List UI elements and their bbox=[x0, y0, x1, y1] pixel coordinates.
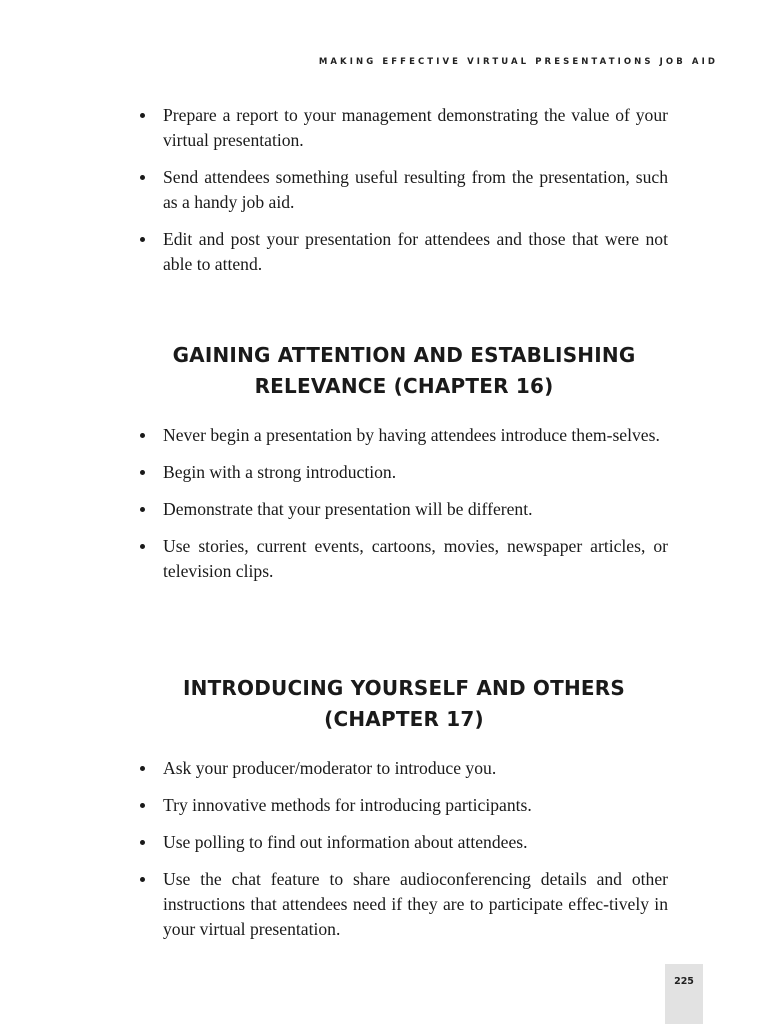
bullet-list-introducing bbox=[140, 756, 668, 954]
bullet-icon bbox=[140, 803, 145, 808]
list-item bbox=[140, 756, 668, 781]
bullet-icon bbox=[140, 507, 145, 512]
list-item-text: Ask your producer/moderator to introduce you. bbox=[163, 758, 497, 778]
section-heading-line: INTRODUCING YOURSELF AND OTHERS bbox=[183, 676, 625, 700]
bullet-icon bbox=[140, 840, 145, 845]
page-number-tab bbox=[665, 964, 703, 1024]
bullet-icon bbox=[140, 766, 145, 771]
bullet-icon bbox=[140, 470, 145, 475]
bullet-list-gaining-attention bbox=[140, 423, 668, 596]
bullet-icon bbox=[140, 113, 145, 118]
bullet-icon bbox=[140, 175, 145, 180]
list-item bbox=[140, 793, 668, 818]
list-item-text: Never begin a presentation by having attendees introduce them-selves. bbox=[163, 425, 660, 445]
list-item-text: Use polling to find out information about attendees. bbox=[163, 832, 528, 852]
list-item-text: Use stories, current events, cartoons, movies, newspaper articles, or television clips. bbox=[163, 536, 668, 581]
section-heading-line: (CHAPTER 17) bbox=[324, 707, 484, 731]
running-head: MAKING EFFECTIVE VIRTUAL PRESENTATIONS JOB AID bbox=[318, 57, 718, 67]
list-item-text: Try innovative methods for introducing participants. bbox=[163, 795, 532, 815]
list-item-text: Begin with a strong introduction. bbox=[163, 462, 397, 482]
list-item bbox=[140, 497, 668, 522]
section-heading-line: RELEVANCE (CHAPTER 16) bbox=[254, 374, 554, 398]
list-item-text: Edit and post your presentation for attendees and those that were not able to attend. bbox=[163, 229, 668, 274]
bullet-icon bbox=[140, 433, 145, 438]
list-item bbox=[140, 830, 668, 855]
list-item bbox=[140, 423, 668, 448]
list-item-text: Prepare a report to your management demonstrating the value of your virtual presentation. bbox=[163, 105, 668, 150]
list-item-text: Use the chat feature to share audioconferencing details and other instructions that attendees need if they are to participate effec-tively in your virtual presentation. bbox=[163, 869, 668, 939]
list-item bbox=[140, 165, 668, 215]
list-item-text: Demonstrate that your presentation will be different. bbox=[163, 499, 533, 519]
bullet-list-closing bbox=[140, 103, 668, 289]
section-heading-introducing bbox=[140, 673, 668, 735]
bullet-icon bbox=[140, 237, 145, 242]
list-item bbox=[140, 534, 668, 584]
section-heading-gaining-attention bbox=[140, 340, 668, 402]
list-item bbox=[140, 227, 668, 277]
bullet-icon bbox=[140, 544, 145, 549]
bullet-icon bbox=[140, 877, 145, 882]
list-item bbox=[140, 103, 668, 153]
page-number: 225 bbox=[674, 976, 694, 987]
list-item bbox=[140, 460, 668, 485]
list-item bbox=[140, 867, 668, 942]
section-heading-line: GAINING ATTENTION AND ESTABLISHING bbox=[172, 343, 636, 367]
list-item-text: Send attendees something useful resulting from the presentation, such as a handy job aid. bbox=[163, 167, 668, 212]
